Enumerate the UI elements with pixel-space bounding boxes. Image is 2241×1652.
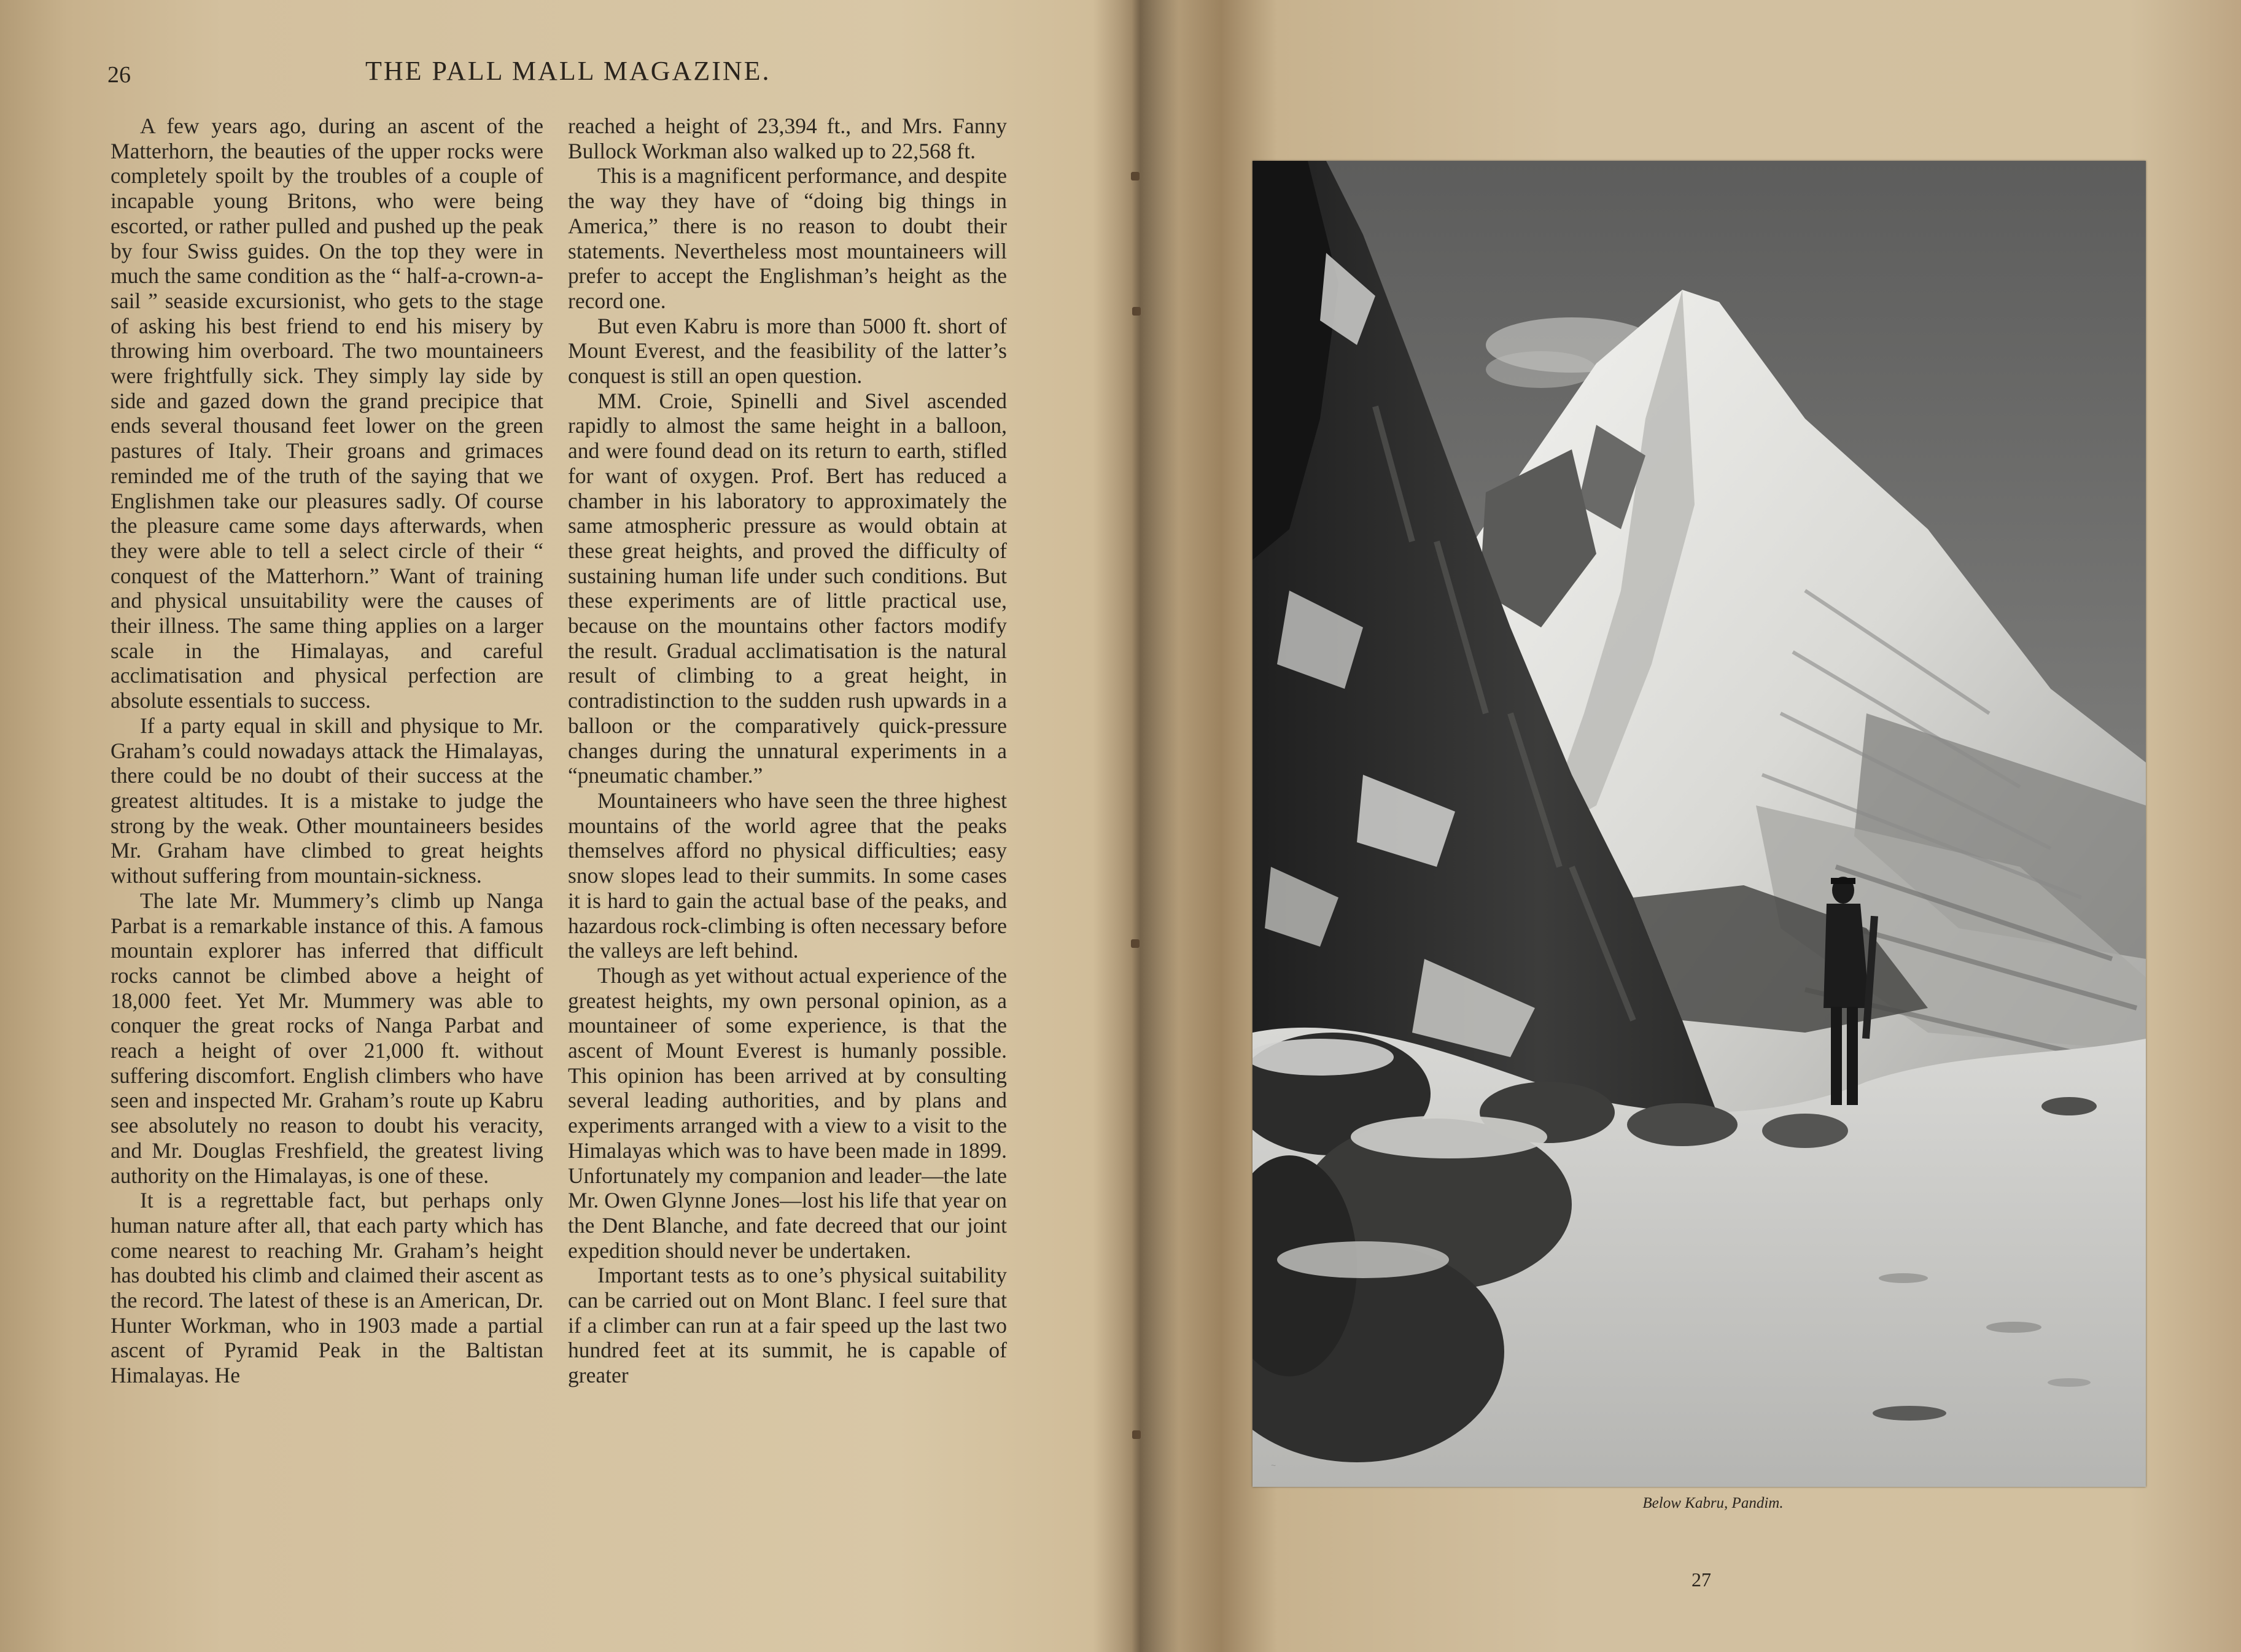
paragraph: MM. Croie, Spinelli and Sivel ascended rapidly to almost the same height in a balloon, and were found dead on its return to earth, stifled for want of oxygen. Prof. Bert has reduced a chamber in his laboratory to approximately the same atmospheric pressure as would obtain at these great heights, and proved the difficulty of sustaining human life under such conditions. But these experiments are of little practical use, because on the mountains other factors modify the result. Gradual acclimatisation is the natural result of climbing to a great height, in contradistinction to the sudden rush upwards in a balloon or the comparatively quick-pressure changes during the unnatural experiments in a “pneumatic chamber.” (568, 388, 1007, 788)
text-column-1 (111, 114, 543, 1587)
paragraph: Important tests as to one’s physical suitability can be carried out on Mont Blanc. I feel sure that if a climber can run at a fair speed up the last two hundred feet at its summit, he is capable of greater (568, 1263, 1007, 1388)
paragraph: reached a height of 23,394 ft., and Mrs. Fanny Bullock Workman also walked up to 22,568 ft. (568, 114, 1007, 163)
paragraph: The late Mr. Mummery’s climb up Nanga Parbat is a remarkable instance of this. A famous mountain explorer has inferred that difficult rocks cannot be climbed above a height of 18,000 feet. Yet Mr. Mummery was able to conquer the great rocks of Nanga Parbat and reach a height of over 21,000 ft. without suffering discomfort. English climbers who have seen and inspected Mr. Graham’s route up Kabru see absolutely no reason to doubt his veracity, and Mr. Douglas Freshfield, the greatest living authority on the Himalayas, is one of these. (111, 888, 543, 1188)
mountain-photograph (1253, 161, 2146, 1487)
svg-text:~: ~ (1271, 1460, 1276, 1470)
paragraph: A few years ago, during an ascent of the Matterhorn, the beauties of the upper rocks were completely spoilt by the troubles of a couple of incapable young Britons, who were being escorted, or rather pulled and pushed up the peak by four Swiss guides. On the top they were in much the same condition as the “ half-a-crown-a-sail ” seaside excursionist, who gets to the stage of asking his best friend to end his misery by throwing him overboard. The two mountaineers were frightfully sick. They simply lay side by side and gazed down the grand precipice that ends several thousand feet lower on the green pastures of Italy. Their groans and grimaces reminded me of the truth of the saying that we Englishmen take our pleasures sadly. Of course the pleasure came some days afterwards, when they were able to tell a select circle of their “ conquest of the Matterhorn.” Want of training and physical unsuitability were the causes of their illness. The same thing applies on a larger scale in the Himalayas, and careful acclimatisation and physical perfection are absolute essentials to success. (111, 114, 543, 713)
paragraph: This is a magnificent performance, and despite the way they have of “doing big things in America,” there is no reason to doubt their statements. Nevertheless most mountaineers will prefer to accept the Englishman’s height as the record one. (568, 163, 1007, 313)
paragraph: If a party equal in skill and physique to Mr. Graham’s could nowadays attack the Himalayas, there could be no doubt of their success at the greatest altitudes. It is a mistake to judge the strong by the weak. Other mountaineers besides Mr. Graham have climbed to great heights without suffering from mountain-sickness. (111, 713, 543, 888)
text-column-2 (568, 114, 1007, 1587)
running-head (107, 55, 1028, 92)
magazine-title: THE PALL MALL MAGAZINE. (365, 56, 771, 86)
paragraph: Though as yet without actual experience of the greatest heights, my own personal opinion, as a mountaineer of some experience, is that the ascent of Mount Everest is humanly possible. This opinion has been arrived at by consulting several leading authorities, and by plans and experiments arranged with a view to a visit to the Himalayas which was to have been made in 1899. Unfortunately my companion and leader—the late Mr. Owen Glynne Jones—lost his life that year on the Dent Blanche, and fate decreed that our joint expedition should never be undertaken. (568, 963, 1007, 1263)
paragraph: Mountaineers who have seen the three highest mountains of the world agree that the peaks themselves afford no physical difficulties; easy snow slopes lead to their summits. In some cases it is hard to gain the actual base of the peaks, and hazardous rock-climbing is often necessary before the valleys are left behind. (568, 788, 1007, 963)
paragraph: It is a regrettable fact, but perhaps only human nature after all, that each party which has come nearest to reaching Mr. Graham’s height has doubted his climb and claimed their ascent as the record. The latest of these is an American, Dr. Hunter Workman, who in 1903 made a partial ascent of Pyramid Peak in the Baltistan Himalayas. He (111, 1188, 543, 1388)
page-number-left: 26 (107, 62, 131, 88)
page-number-right: 27 (1691, 1569, 1711, 1591)
paragraph: But even Kabru is more than 5000 ft. short of Mount Everest, and the feasibility of the latter’s conquest is still an open question. (568, 313, 1007, 389)
photo-caption: Below Kabru, Pandim. (1642, 1495, 1784, 1511)
